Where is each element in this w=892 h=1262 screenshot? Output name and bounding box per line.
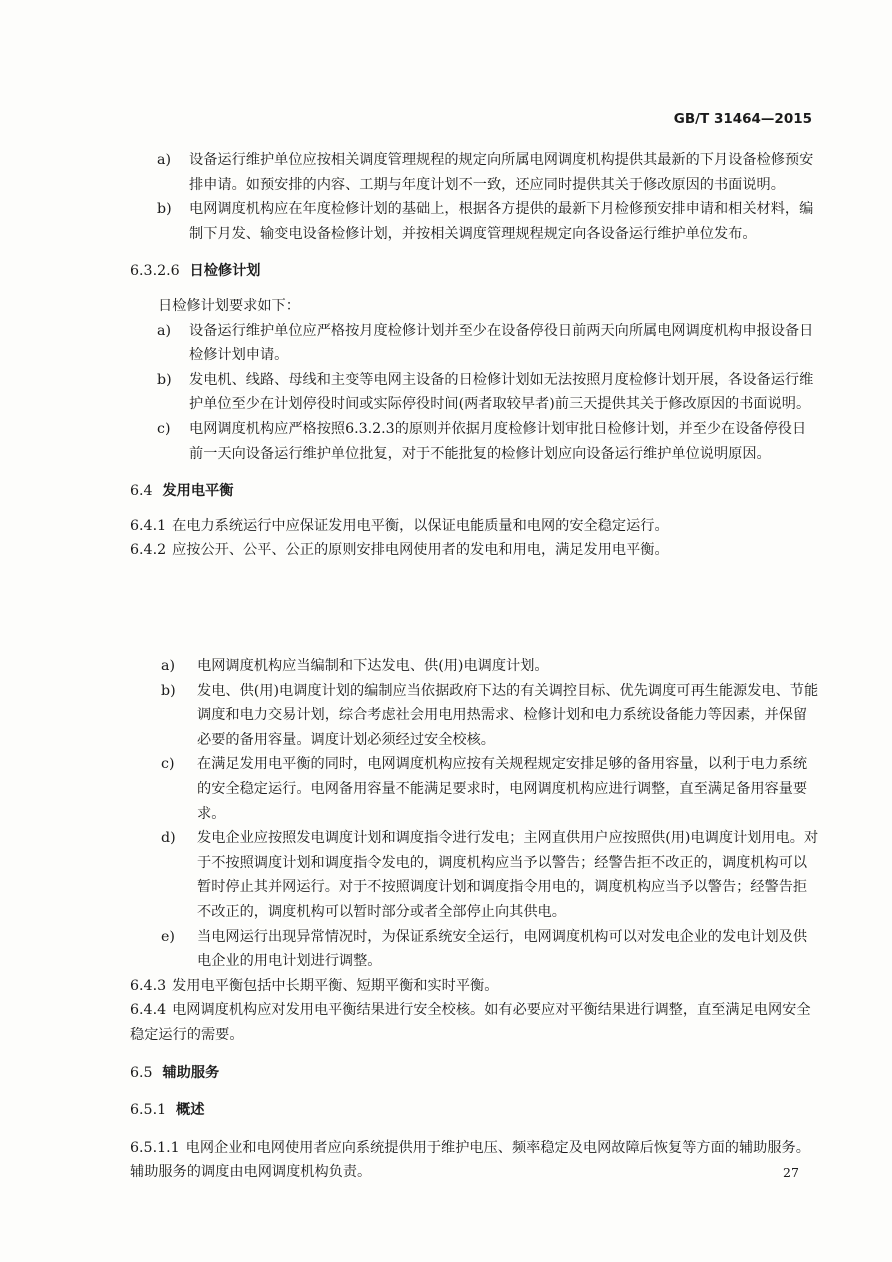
clause-6-4-4 (130, 998, 820, 1047)
section-intro: 日检修计划要求如下： (158, 297, 300, 314)
section-title: 概述 (176, 1102, 205, 1119)
list-item-label: e) (161, 928, 175, 945)
section-title: 辅助服务 (162, 1064, 220, 1081)
list-item-text: 电网调度机构应在年度检修计划的基础上，根据各方提供的最新下月检修预安排申请和相关材料，编制下月发、输变电设备检修计划，并按相关调度管理规程规定向各设备运行维护单位发布。 (189, 201, 814, 242)
list-item-text: 设备运行维护单位应严格按月度检修计划并至少在设备停役日前两天向所属电网调度机构申报设备日检修计划申请。 (189, 322, 814, 364)
clause-6-4-1 (130, 514, 820, 539)
page-number: 27 (783, 1165, 799, 1180)
clause-text: 电网调度机构应对发用电平衡结果进行安全校核。如有必要应对平衡结果进行调整，直至满足电网安全稳定运行的需要。 (130, 1002, 811, 1043)
list-item (130, 148, 820, 197)
list-item-text: 发电、供(用)电调度计划的编制应当依据政府下达的有关调控目标、优先调度可再生能源发电、节能调度和电力交易计划，综合考虑社会用电用热需求、检修计划和电力系统设备能力等因素，并保留必要的备用容量。调度计划必须经过安全校核。 (197, 682, 819, 748)
section-number: 6.4 (130, 483, 153, 500)
list-item-label: c) (161, 756, 175, 773)
clause-text: 电网企业和电网使用者应向系统提供用于维护电压、频率稳定及电网故障后恢复等方面的辅助服务。辅助服务的调度由电网调度机构负责。 (130, 1139, 810, 1181)
list-item-text: 电网调度机构应当编制和下达发电、供(用)电调度计划。 (197, 658, 549, 674)
section-title: 发用电平衡 (162, 483, 234, 500)
standard-code-header: GB/T 31464—2015 (673, 111, 812, 127)
list-item-text: 发电企业应按照发电调度计划和调度指令进行发电；主网直供用户应按照供(用)电调度计划用电。对于不按照调度计划和调度指令发电的，调度机构应当予以警告；经警告拒不改正的，调度机构可以暂时停止其并网运行。对于不按照调度计划和调度指令用电的，调度机构应当予以警告；经警告拒不改正的，调度机构可以暂时部分或者全部停止向其供电。 (197, 830, 819, 920)
list-item (130, 826, 820, 924)
list-item-text: 发电机、线路、母线和主变等电网主设备的日检修计划如无法按照月度检修计划开展，各设备运行维护单位至少在计划停役时间或实际停役时间(两者取较早者)前三天提供其关于修改原因的书面说明。 (189, 371, 814, 413)
clause-text: 应按公开、公平、公正的原则安排电网使用者的发电和用电，满足发用电平衡。 (172, 542, 669, 559)
section-heading-6-5-1 (130, 1098, 820, 1123)
section-number: 6.5.1 (130, 1102, 167, 1119)
section-heading-6-5 (130, 1061, 820, 1086)
list-item-label: b) (157, 201, 172, 218)
list-item (130, 679, 820, 753)
clause-text: 发用电平衡包括中长期平衡、短期平衡和实时平衡。 (172, 977, 499, 994)
list-item-label: a) (161, 658, 175, 674)
clause-6-5-1-1 (130, 1136, 820, 1185)
list-item (130, 752, 820, 826)
list-item-text: 设备运行维护单位应按相关调度管理规程的规定向所属电网调度机构提供其最新的下月设备检修预安排申请。如预安排的内容、工期与年度计划不一致，还应同时提供其关于修改原因的书面说明。 (189, 152, 814, 193)
list-item (130, 319, 820, 368)
list-item-label: d) (161, 830, 176, 847)
list-item-text: 当电网运行出现异常情况时，为保证系统安全运行，电网调度机构可以对发电企业的发电计划及供电企业的用电计划进行调整。 (197, 928, 808, 970)
clause-text: 在电力系统运行中应保证发用电平衡，以保证电能质量和电网的安全稳定运行。 (172, 517, 669, 534)
section-heading-6-4 (130, 479, 820, 504)
section-title: 日检修计划 (189, 263, 261, 280)
section-number: 6.5 (130, 1064, 153, 1081)
list-item-text: 在满足发用电平衡的同时，电网调度机构应按有关规程规定安排足够的备用容量，以利于电力系统的安全稳定运行。电网备用容量不能满足要求时，电网调度机构应进行调整，直至满足备用容量要求。 (197, 756, 808, 822)
list-item-label: c) (157, 420, 171, 437)
list-item-label: b) (161, 682, 176, 699)
list-item (130, 197, 820, 246)
clause-number: 6.4.3 (130, 977, 167, 994)
clause-number: 6.4.1 (130, 517, 167, 534)
clause-6-4-3 (130, 974, 820, 999)
document-body-lower (130, 654, 820, 1185)
list-item-label: a) (157, 152, 171, 168)
clause-number: 6.4.4 (130, 1002, 167, 1019)
clause-number: 6.5.1.1 (130, 1139, 180, 1156)
list-item (130, 417, 820, 466)
list-item-label: b) (157, 371, 172, 388)
list-item (130, 368, 820, 417)
section-number: 6.3.2.6 (130, 263, 180, 280)
list-item (130, 925, 820, 974)
list-item-label: a) (157, 322, 171, 339)
list-item-text: 电网调度机构应严格按照6.3.2.3的原则并依据月度检修计划审批日检修计划，并至少在设备停役日前一天向设备运行维护单位批复，对于不能批复的检修计划应向设备运行维护单位说明原因。 (189, 420, 807, 462)
section-heading-6-3-2-6 (130, 259, 820, 284)
clause-6-4-2 (130, 538, 820, 563)
list-item (130, 654, 820, 679)
clause-number: 6.4.2 (130, 542, 167, 559)
document-body-upper (130, 148, 820, 563)
